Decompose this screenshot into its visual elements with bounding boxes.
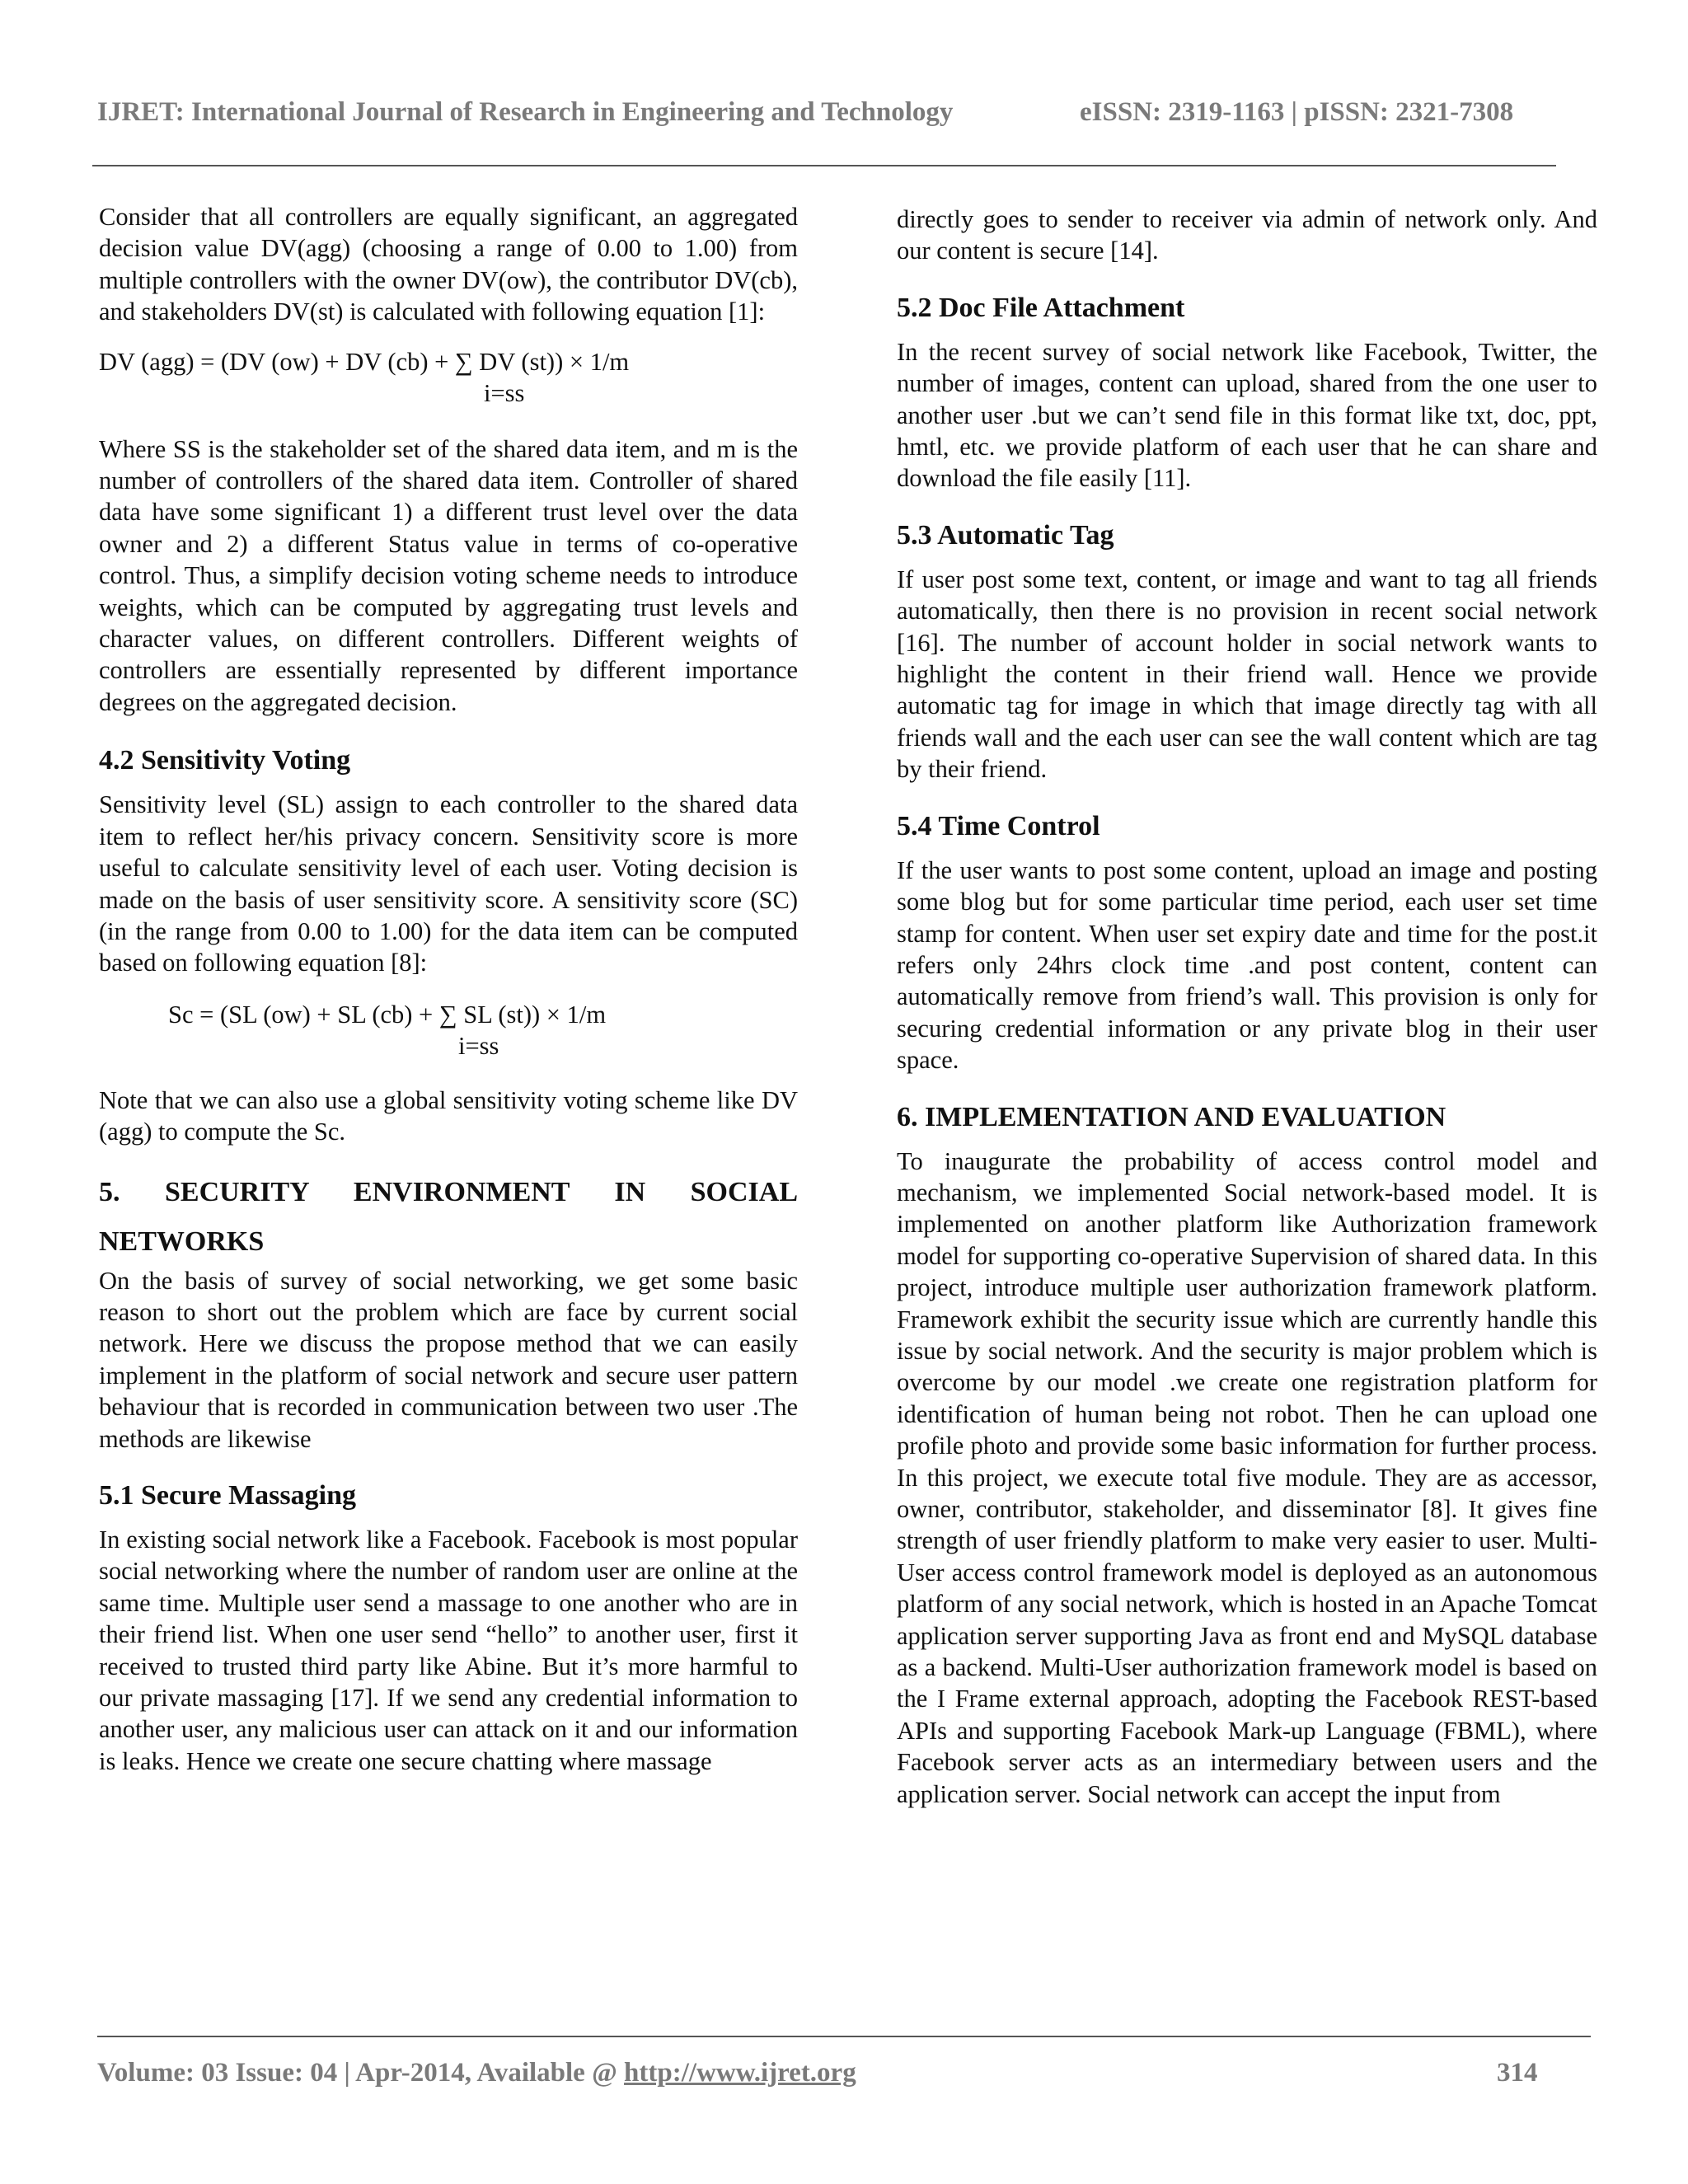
section-heading-5-4: 5.4 Time Control: [897, 810, 1100, 841]
paragraph: In existing social network like a Facebook. Facebook is most popular social networking where the number of random user are online at the same time. Multiple user send a massage to one another who are in their friend list. When one user send “hello” to another user, first it received to trusted third party like Abine. But it’s more harmful to our private massaging [17]. If we send any credential information to another user, any malicious user can attack on it and our information is leaks. Hence we create one secure chatting where massage: [99, 1525, 798, 1775]
section-heading-5: 5. SECURITY ENVIRONMENT IN SOCIAL: [99, 1176, 798, 1207]
section-heading-4-2: 4.2 Sensitivity Voting: [99, 745, 351, 776]
journal-link[interactable]: http://www.ijret.org: [624, 2058, 856, 2088]
header-rule: [92, 165, 1556, 166]
page-number: 314: [1497, 2058, 1538, 2088]
paragraph: If the user wants to post some content, upload an image and posting some blog but for some particular time period, each user set time stamp for content. When user set expiry date and time for the post.it refers only 24hrs clock time .and post content, content can automatically remove from friend’s wall. This provision is only for securing credential information or any private blog in their user space.: [897, 855, 1597, 1075]
paragraph: directly goes to sender to receiver via admin of network only. And our content is secure [14].: [897, 205, 1597, 265]
page-footer: [97, 2058, 1548, 2096]
paragraph: Consider that all controllers are equally significant, an aggregated decision value DV(agg) (choosing a range of 0.00 to 1.00) from multiple controllers with the owner DV(ow), the contributor DV(cb), and stakeholders DV(st) is calculated with following equation [1]:: [99, 203, 798, 326]
section-heading-5-3: 5.3 Automatic Tag: [897, 519, 1114, 551]
paragraph: On the basis of survey of social networking, we get some basic reason to short out the problem which are face by current social network. Here we discuss the propose method that we can easily implement in the platform of social network and secure user pattern behaviour that is recorded in communication between two user .The methods are likewise: [99, 1266, 798, 1453]
paragraph: To inaugurate the probability of access control model and mechanism, we implemented Social network-based model. It is implemented on another platform like Authorization framework model for supporting co-operative Supervision of shared data. In this project, introduce multiple user authorization framework platform. Framework exhibit the security issue which are currently handle this issue by social network. And the security is major problem which is overcome by our model .we create one registration platform for identification of human being not robot. Then he can upload one profile photo and provide some basic information for further process. In this project, we execute total five module. They are as accessor, owner, contributor, stakeholder, and disseminator [8]. It gives fine strength of user friendly platform to make very easier to user. Multi-User access control framework model is deployed as an autonomous platform of any social network, which is hosted in an Apache Tomcat application server supporting Java as front end and MySQL database as a backend. Multi-User authorization framework model is based on the I Frame external approach, adopting the Facebook REST-based APIs and supporting Facebook Mark-up Language (FBML), where Facebook server acts as an intermediary between users and the application server. Social network can accept the input from: [897, 1146, 1597, 1808]
equation-main: DV (agg) = (DV (ow) + DV (cb) + ∑ DV (st)) × 1/m: [99, 347, 630, 376]
section-heading-5-cont: NETWORKS: [99, 1226, 265, 1257]
equation-dv-agg: [99, 346, 798, 412]
journal-title: IJRET: International Journal of Research in Engineering and Technology: [97, 97, 954, 127]
running-header: [97, 97, 1548, 138]
equation-sc: [99, 999, 798, 1065]
volume-info: [97, 2058, 856, 2088]
paragraph: Sensitivity level (SL) assign to each controller to the shared data item to reflect her/his privacy concern. Sensitivity score is more useful to calculate sensitivity level of each user. Voting decision is made on the basis of user sensitivity score. A sensitivity score (SC) (in the range from 0.00 to 1.00) for the data item can be computed based on following equation [8]:: [99, 790, 798, 977]
issn-info: eISSN: 2319-1163 | pISSN: 2321-7308: [1080, 97, 1514, 127]
left-column: [99, 201, 798, 1777]
volume-text: Volume: 03 Issue: 04 | Apr-2014, Available @: [97, 2058, 625, 2088]
right-column: [897, 204, 1597, 1810]
paragraph: If user post some text, content, or image and want to tag all friends automatically, then there is no provision in recent social network [16]. The number of account holder in social network wants to highlight the content in their friend wall. Hence we provide automatic tag for image in which that image directly tag with all friends wall and the each user can see the wall content which are tag by their friend.: [897, 565, 1597, 784]
paragraph: In the recent survey of social network like Facebook, Twitter, the number of images, content can upload, shared from the one user to another user .but we can’t send file in this format like txt, doc, ppt, hmtl, etc. we provide platform of each user that he can share and download the file easily [11].: [897, 337, 1597, 493]
equation-subscript: i=ss: [484, 378, 525, 407]
paragraph: Where SS is the stakeholder set of the shared data item, and m is the number of controllers of the shared data item. Controller of shared data have some significant 1) a different trust level over the data owner and 2) a different Status value in terms of co-operative control. Thus, a simplify decision voting scheme needs to introduce weights, which can be computed by aggregating trust levels and character values, on different controllers. Different weights of controllers are essentially represented by different importance degrees on the aggregated decision.: [99, 434, 798, 716]
equation-main: Sc = (SL (ow) + SL (cb) + ∑ SL (st)) × 1/m: [168, 1000, 607, 1029]
paragraph: Note that we can also use a global sensitivity voting scheme like DV (agg) to compute the Sc.: [99, 1085, 798, 1146]
section-heading-5-1: 5.1 Secure Massaging: [99, 1479, 356, 1511]
section-heading-6: 6. IMPLEMENTATION AND EVALUATION: [897, 1101, 1447, 1132]
section-heading-5-2: 5.2 Doc File Attachment: [897, 292, 1185, 323]
footer-rule: [97, 2036, 1591, 2037]
equation-subscript: i=ss: [458, 1031, 499, 1060]
